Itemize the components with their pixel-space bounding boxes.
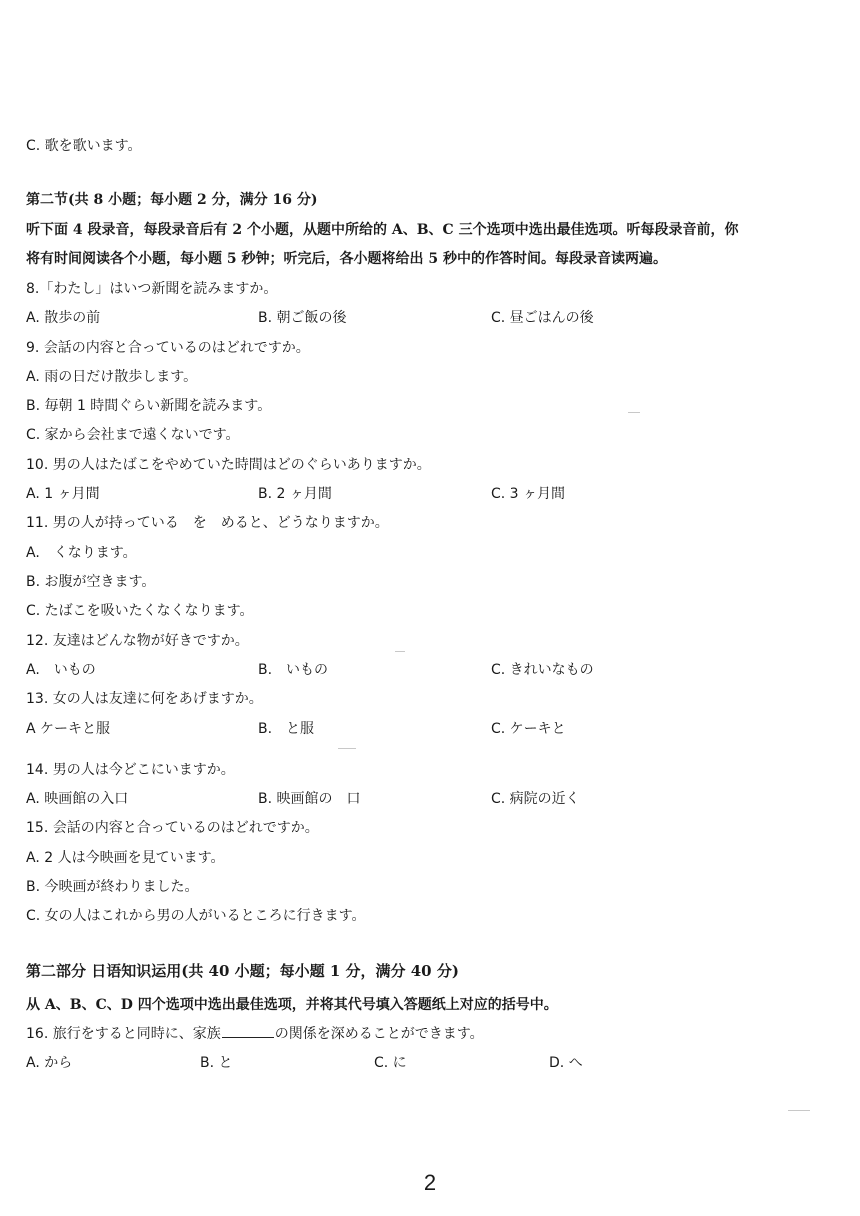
- option-a: A. くなります。: [26, 545, 137, 561]
- question-stem: [26, 1025, 484, 1043]
- part2-heading: 第二部分 日语知识运用(共 40 小题；每小题 1 分，满分 40 分): [26, 962, 459, 980]
- section2-instructions-line2: 将有时间阅读各个小题，每小题 5 秒钟；听完后，各小题将给出 5 秒中的作答时间。每段录音读两遍。: [26, 251, 667, 267]
- option-b: B. 毎朝 1 時間ぐらい新聞を読みます。: [26, 398, 272, 414]
- option-a: A. から: [26, 1055, 73, 1071]
- page-number: 2: [423, 1170, 437, 1195]
- option-a: A. 映画館の入口: [26, 791, 129, 807]
- question-stem-before: 16. 旅行をすると同時に、家族: [26, 1026, 221, 1042]
- question-stem-after: の関係を深めることができます。: [274, 1026, 484, 1042]
- option-a: A. 2 人は今映画を見ています。: [26, 850, 225, 866]
- question-stem: 8.「わたし」はいつ新聞を読みますか。: [26, 281, 278, 297]
- option-a: A. 1 ヶ月間: [26, 486, 100, 502]
- option-c: C. 女の人はこれから男の人がいるところに行きます。: [26, 908, 366, 924]
- option-b: B. お腹が空きます。: [26, 574, 156, 590]
- option-c: C. 3 ヶ月間: [491, 486, 566, 502]
- option-d: D. へ: [549, 1055, 583, 1071]
- section2-instructions-line1: 听下面 4 段录音，每段录音后有 2 个小题，从题中所给的 A、B、C 三个选项中选出最佳选项。听每段录音前，你: [26, 222, 739, 238]
- option-c: C. 病院の近く: [491, 791, 580, 807]
- option-b: B. と: [200, 1055, 233, 1071]
- question-stem: 15. 会話の内容と合っているのはどれですか。: [26, 820, 319, 836]
- option-c: C. きれいなもの: [491, 662, 594, 678]
- option-b: B. 今映画が終わりました。: [26, 879, 199, 895]
- question-stem: 14. 男の人は今どこにいますか。: [26, 762, 235, 778]
- option-b: B. と服: [258, 721, 315, 737]
- section2-heading: 第二节(共 8 小题；每小题 2 分，满分 16 分): [26, 192, 318, 208]
- question-stem: 13. 女の人は友達に何をあげますか。: [26, 691, 263, 707]
- question-stem: 9. 会話の内容と合っているのはどれですか。: [26, 340, 310, 356]
- scan-speck: [395, 651, 405, 652]
- option-c: C. たばこを吸いたくなくなります。: [26, 603, 254, 619]
- answer-blank: [222, 1025, 274, 1038]
- option-c: C. ケーキと: [491, 721, 566, 737]
- question-stem: 10. 男の人はたばこをやめていた時間はどのぐらいありますか。: [26, 457, 431, 473]
- option-a: A. 雨の日だけ散歩します。: [26, 369, 198, 385]
- question-stem: 12. 友達はどんな物が好きですか。: [26, 633, 249, 649]
- option-a: A. いもの: [26, 662, 96, 678]
- option-b: B. 映画館の 口: [258, 791, 361, 807]
- scan-speck: [338, 748, 356, 749]
- part2-instructions: 从 A、B、C、D 四个选项中选出最佳选项，并将其代号填入答题纸上对应的括号中。: [26, 997, 558, 1013]
- option-b: B. 朝ご飯の後: [258, 310, 347, 326]
- option-c: C. に: [374, 1055, 407, 1071]
- question-stem: 11. 男の人が持っている を めると、どうなりますか。: [26, 515, 389, 531]
- option-b: B. いもの: [258, 662, 329, 678]
- option-c: C. 家から会社まで遠くないです。: [26, 427, 240, 443]
- option-a: A. 散歩の前: [26, 310, 101, 326]
- option-c: C. 昼ごはんの後: [491, 310, 594, 326]
- option-b: B. 2 ヶ月間: [258, 486, 332, 502]
- scan-speck: [628, 412, 640, 413]
- option-a: A ケーキと服: [26, 721, 111, 737]
- q7-option-c: C. 歌を歌います。: [26, 138, 142, 154]
- scan-speck: [788, 1110, 810, 1111]
